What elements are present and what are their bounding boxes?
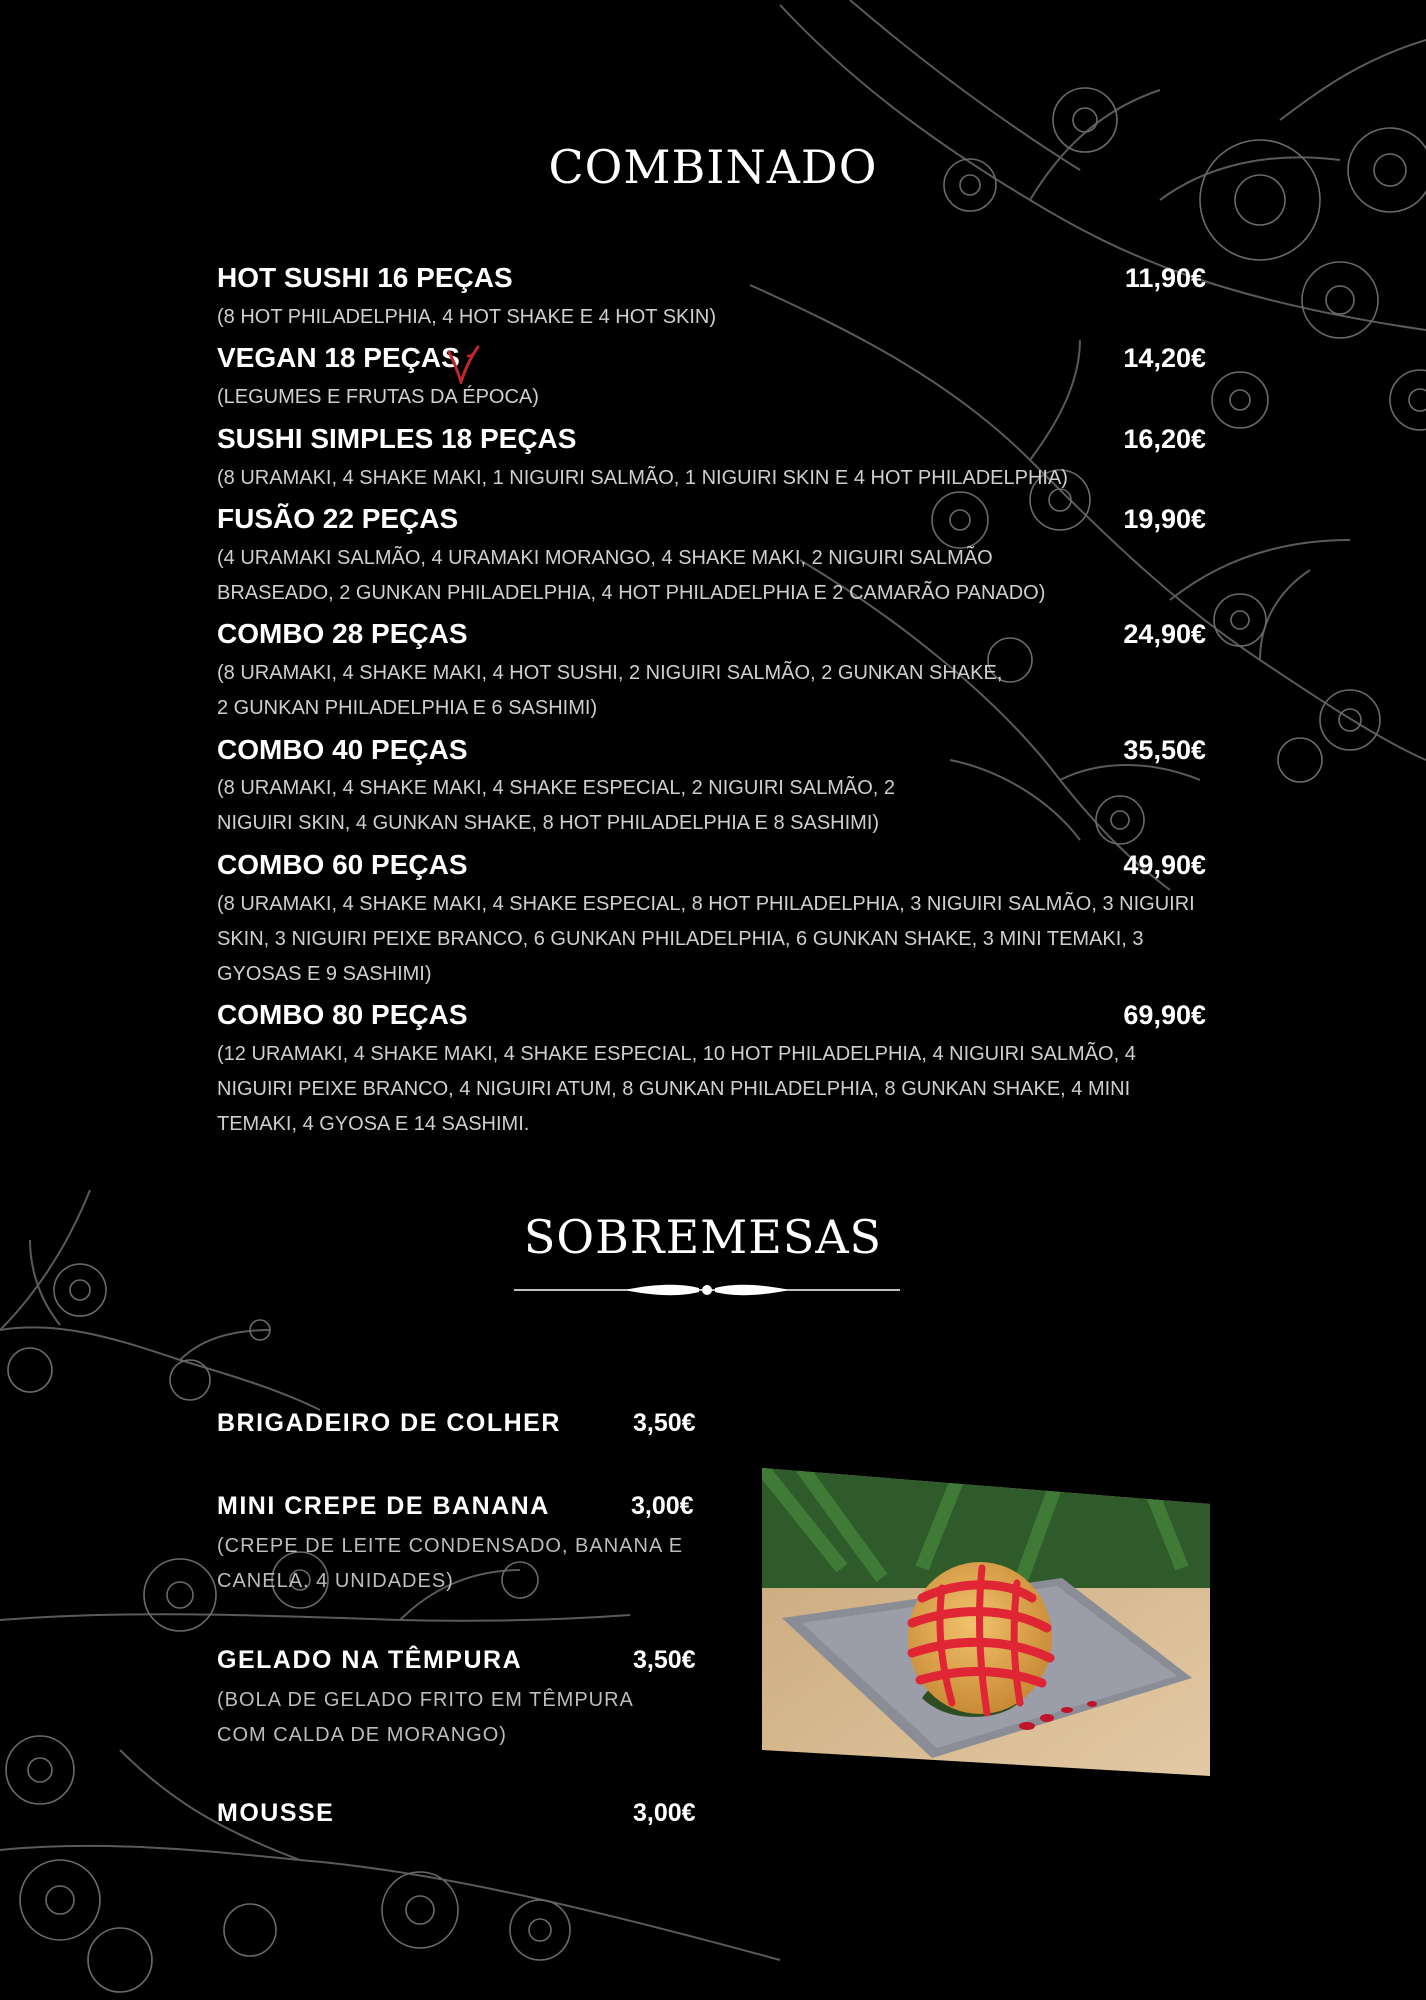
item-price: 3,50€ (633, 1409, 696, 1437)
item-price: 3,00€ (633, 1799, 696, 1827)
item-price: 3,50€ (633, 1646, 696, 1674)
item-price: 49,90€ (1123, 850, 1206, 880)
item-name: BRIGADEIRO DE COLHER (217, 1409, 561, 1437)
item-name: COMBO 60 PEÇAS (217, 849, 468, 880)
item-name: MOUSSE (217, 1799, 335, 1827)
item-name: SUSHI SIMPLES 18 PEÇAS (217, 423, 577, 454)
cherry-blossom-branch-top-right (700, 0, 1426, 900)
item-name: COMBO 80 PEÇAS (217, 999, 468, 1030)
item-name: COMBO 40 PEÇAS (217, 734, 468, 765)
vegan-v-icon (446, 344, 480, 384)
item-description: (LEGUMES E FRUTAS DA ÉPOCA) (217, 386, 539, 408)
item-description: (CREPE DE LEITE CONDENSADO, BANANA E CANELA. 4 UNIDADES) (217, 1535, 684, 1592)
item-description: (BOLA DE GELADO FRITO EM TÊMPURA COM CALDA DE MORANGO) (217, 1689, 633, 1746)
item-price: 69,90€ (1123, 1000, 1206, 1030)
combinado-title: COMBINADO (548, 140, 878, 194)
item-description: (4 URAMAKI SALMÃO, 4 URAMAKI MORANGO, 4 SHAKE MAKI, 2 NIGUIRI SALMÃO BRASEADO, 2 GUNKAN PHILADELPHIA, 4 HOT PHILADELPHIA E 2 CAMARÃO PANADO) (217, 547, 1046, 604)
tempura-ice-cream-photo (762, 1468, 1210, 1776)
item-description: (8 URAMAKI, 4 SHAKE MAKI, 4 HOT SUSHI, 2 NIGUIRI SALMÃO, 2 GUNKAN SHAKE, 2 GUNKAN PHILADELPHIA E 6 SASHIMI) (217, 662, 1003, 719)
item-name: COMBO 28 PEÇAS (217, 618, 468, 649)
item-name: HOT SUSHI 16 PEÇAS (217, 262, 513, 293)
item-name: FUSÃO 22 PEÇAS (217, 503, 459, 534)
ornamental-divider-icon (514, 1278, 900, 1302)
item-description: (12 URAMAKI, 4 SHAKE MAKI, 4 SHAKE ESPECIAL, 10 HOT PHILADELPHIA, 4 NIGUIRI SALMÃO, 4 NIGUIRI PEIXE BRANCO, 4 NIGUIRI ATUM, 8 GUNKAN PHILADELPHIA, 8 GUNKAN SHAKE, 4 MINI TEMAKI, 4 GYOSA E 14 SASHIMI. (217, 1043, 1136, 1135)
item-description: (8 URAMAKI, 4 SHAKE MAKI, 4 SHAKE ESPECIAL, 8 HOT PHILADELPHIA, 3 NIGUIRI SALMÃO, 3 NIGUIRI SKIN, 3 NIGUIRI PEIXE BRANCO, 6 GUNKAN PHILADELPHIA, 6 GUNKAN SHAKE, 3 MINI TEMAKI, 3 GYOSAS E 9 SASHIMI) (217, 893, 1195, 985)
item-description: (8 URAMAKI, 4 SHAKE MAKI, 1 NIGUIRI SALMÃO, 1 NIGUIRI SKIN E 4 HOT PHILADELPHIA) (217, 467, 1068, 489)
item-name: GELADO NA TÊMPURA (217, 1646, 523, 1674)
item-price: 3,00€ (631, 1492, 694, 1520)
sobremesas-title: SOBREMESAS (523, 1210, 883, 1264)
item-price: 16,20€ (1123, 424, 1206, 454)
item-price: 24,90€ (1123, 619, 1206, 649)
item-price: 11,90€ (1124, 263, 1206, 293)
item-name: VEGAN 18 PEÇAS (217, 342, 460, 373)
item-price: 14,20€ (1123, 343, 1206, 373)
item-price: 35,50€ (1123, 735, 1206, 765)
item-description: (8 URAMAKI, 4 SHAKE MAKI, 4 SHAKE ESPECIAL, 2 NIGUIRI SALMÃO, 2 NIGUIRI SKIN, 4 GUNKAN SHAKE, 8 HOT PHILADELPHIA E 8 SASHIMI) (217, 777, 895, 834)
item-name: MINI CREPE DE BANANA (217, 1492, 550, 1520)
item-description: (8 HOT PHILADELPHIA, 4 HOT SHAKE E 4 HOT SKIN) (217, 306, 717, 328)
item-price: 19,90€ (1123, 504, 1206, 534)
